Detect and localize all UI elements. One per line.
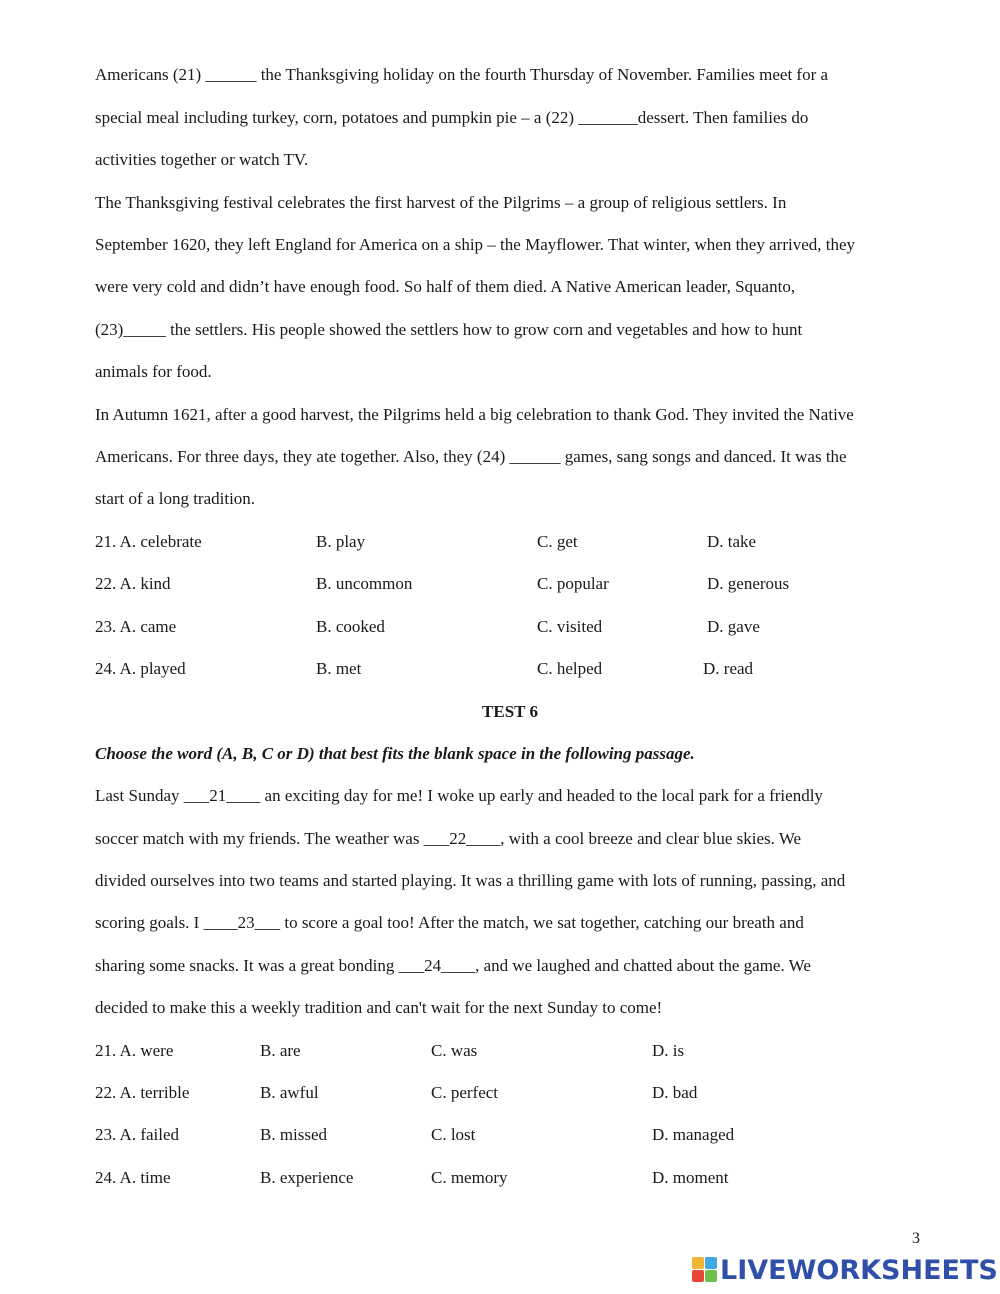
- option-a[interactable]: 22. A. terrible: [95, 1083, 190, 1102]
- passage1-line-11: start of a long tradition.: [95, 489, 256, 508]
- option-a[interactable]: 22. A. kind: [95, 574, 171, 593]
- passage2-line-2: soccer match with my friends. The weather was ___22____, with a cool breeze and clear blue skies. We: [95, 829, 802, 848]
- option-c[interactable]: C. get: [537, 532, 578, 551]
- option-d[interactable]: D. gave: [707, 617, 760, 636]
- option-a[interactable]: 24. A. played: [95, 659, 186, 678]
- passage1-line-10: Americans. For three days, they ate together. Also, they (24) ______ games, sang songs and danced. It was the: [95, 447, 847, 466]
- page-number: 3: [912, 1230, 920, 1247]
- option-b[interactable]: B. uncommon: [316, 574, 413, 593]
- passage2-line-6: decided to make this a weekly tradition and can't wait for the next Sunday to come!: [95, 998, 663, 1017]
- passage1-line-9: In Autumn 1621, after a good harvest, the Pilgrims held a big celebration to thank God. They invited the Native: [95, 405, 854, 424]
- instruction: Choose the word (A, B, C or D) that best fits the blank space in the following passage.: [95, 744, 695, 763]
- option-c[interactable]: C. visited: [537, 617, 603, 636]
- option-b[interactable]: B. awful: [260, 1083, 319, 1102]
- liveworksheets-logo[interactable]: [692, 1253, 998, 1287]
- passage2-line-5: sharing some snacks. It was a great bonding ___24____, and we laughed and chatted about the game. We: [95, 956, 811, 975]
- option-d[interactable]: D. bad: [652, 1083, 698, 1102]
- option-a[interactable]: 21. A. celebrate: [95, 532, 202, 551]
- option-a[interactable]: 23. A. came: [95, 617, 177, 636]
- logo-text: LIVEWORKSHEETS: [720, 1254, 998, 1286]
- option-d[interactable]: D. take: [707, 532, 757, 551]
- passage2-line-3: divided ourselves into two teams and started playing. It was a thrilling game with lots of running, passing, and: [95, 871, 846, 890]
- option-b[interactable]: B. met: [316, 659, 362, 678]
- option-c[interactable]: C. popular: [537, 574, 609, 593]
- passage1-line-1: Americans (21) ______ the Thanksgiving holiday on the fourth Thursday of November. Families meet for a: [95, 65, 829, 84]
- liveworksheets-logo-icon: [692, 1257, 718, 1283]
- option-c[interactable]: C. perfect: [431, 1083, 499, 1102]
- option-a[interactable]: 21. A. were: [95, 1041, 174, 1060]
- option-d[interactable]: D. read: [703, 659, 754, 678]
- option-d[interactable]: D. managed: [652, 1125, 735, 1144]
- passage1-line-7: (23)_____ the settlers. His people showed the settlers how to grow corn and vegetables and how to hunt: [95, 320, 803, 339]
- option-b[interactable]: B. play: [316, 532, 366, 551]
- option-a[interactable]: 23. A. failed: [95, 1125, 180, 1144]
- passage2-line-1: Last Sunday ___21____ an exciting day for me! I woke up early and headed to the local park for a friendly: [95, 786, 823, 805]
- option-d[interactable]: D. moment: [652, 1168, 729, 1187]
- test-heading: TEST 6: [482, 702, 538, 721]
- passage1-line-6: were very cold and didn’t have enough food. So half of them died. A Native American leader, Squanto,: [95, 277, 796, 296]
- option-b[interactable]: B. are: [260, 1041, 301, 1060]
- option-c[interactable]: C. helped: [537, 659, 603, 678]
- option-d[interactable]: D. generous: [707, 574, 790, 593]
- option-b[interactable]: B. missed: [260, 1125, 328, 1144]
- passage1-line-8: animals for food.: [95, 362, 212, 381]
- option-c[interactable]: C. memory: [431, 1168, 508, 1187]
- passage2-line-4: scoring goals. I ____23___ to score a goal too! After the match, we sat together, catching our breath and: [95, 913, 804, 932]
- passage1-line-4: The Thanksgiving festival celebrates the first harvest of the Pilgrims – a group of religious settlers. In: [95, 193, 787, 212]
- option-b[interactable]: B. cooked: [316, 617, 385, 636]
- option-c[interactable]: C. lost: [431, 1125, 476, 1144]
- passage1-line-5: September 1620, they left England for America on a ship – the Mayflower. That winter, when they arrived, they: [95, 235, 856, 254]
- option-d[interactable]: D. is: [652, 1041, 685, 1060]
- passage1-line-2: special meal including turkey, corn, potatoes and pumpkin pie – a (22) _______dessert. Then families do: [95, 108, 809, 127]
- option-b[interactable]: B. experience: [260, 1168, 354, 1187]
- option-a[interactable]: 24. A. time: [95, 1168, 171, 1187]
- passage1-line-3: activities together or watch TV.: [95, 150, 309, 169]
- option-c[interactable]: C. was: [431, 1041, 478, 1060]
